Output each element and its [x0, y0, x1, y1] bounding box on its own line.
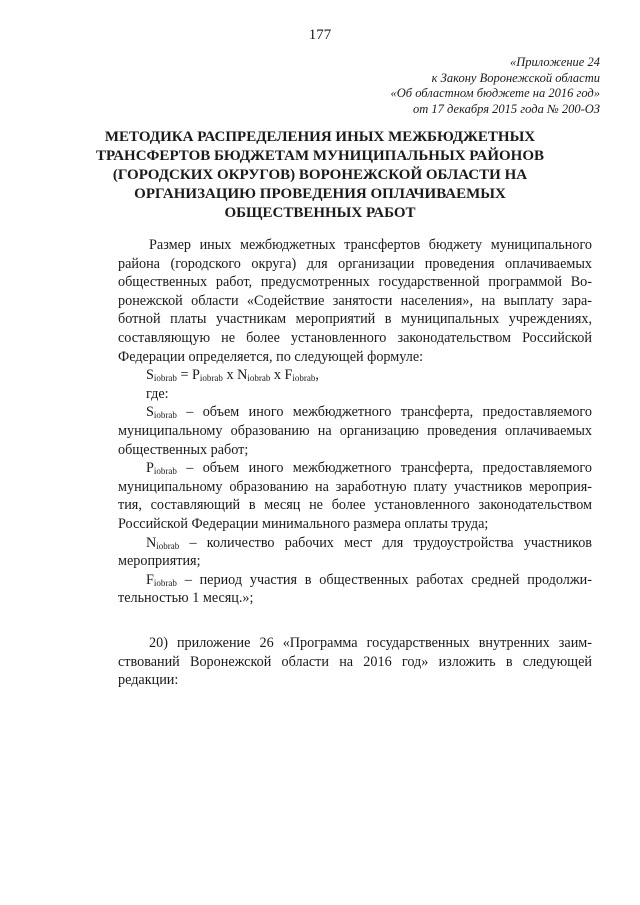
- definition-line: мероприятия;: [118, 553, 201, 570]
- formula-p: P: [192, 367, 200, 384]
- formula-p-subscript: iobrab: [199, 373, 223, 384]
- item-20-paragraph: [118, 634, 592, 690]
- intro-line: ронежской области «Содействие занятости населения», на выплату зара-: [118, 292, 592, 309]
- definition-line: [118, 571, 592, 590]
- title-line: ТРАНСФЕРТОВ БЮДЖЕТАМ МУНИЦИПАЛЬНЫХ РАЙОНОВ: [95, 148, 545, 164]
- appendix-note-line: «Об областном бюджете на 2016 год»: [390, 86, 600, 100]
- definition-text: – объем иного межбюджетного трансферта, предоставляемого: [176, 404, 592, 421]
- definition-subscript: iobrab: [156, 540, 180, 551]
- intro-line: составляющую не более установленного законодательством Российской: [118, 329, 592, 346]
- definition-subscript: iobrab: [153, 410, 177, 421]
- definition-p: [118, 459, 592, 533]
- definition-line: [118, 459, 592, 478]
- formula-f: F: [284, 367, 293, 384]
- definition-f: [118, 571, 592, 608]
- intro-paragraph: [118, 236, 592, 366]
- item-20-line: ствований Воронежской области на 2016 год» изложить в следующей: [118, 653, 592, 670]
- definition-line: Российской Федерации минимального размера оплаты труда;: [118, 515, 489, 532]
- formula-equals: =: [176, 367, 192, 384]
- title-line: МЕТОДИКА РАСПРЕДЕЛЕНИЯ ИНЫХ МЕЖБЮДЖЕТНЫХ: [104, 129, 536, 145]
- where-label: где:: [146, 385, 169, 402]
- formula-times: x: [270, 367, 285, 384]
- formula: [118, 366, 592, 385]
- formula-n: N: [237, 367, 248, 384]
- definition-symbol: F: [146, 571, 154, 588]
- intro-line: общественных работ, предусмотренных государственной программой Во-: [118, 274, 592, 291]
- definition-subscript: iobrab: [153, 466, 177, 477]
- definition-line: [118, 403, 592, 422]
- definition-s: [118, 403, 592, 459]
- appendix-note-line: к Закону Воронежской области: [431, 70, 600, 85]
- intro-line: Размер иных межбюджетных трансфертов бюджету муниципального: [149, 237, 592, 253]
- definition-text: – количество рабочих мест для трудоустройства участников: [179, 534, 592, 551]
- definition-line: тия, составляющий в месяц не более установленного законодательством: [118, 497, 592, 514]
- definition-line: общественных работ;: [118, 441, 249, 458]
- definition-symbol: N: [146, 534, 157, 551]
- definition-subscript: iobrab: [153, 577, 177, 588]
- appendix-note-line: «Приложение 24: [510, 55, 600, 69]
- title-line: (ГОРОДСКИХ ОКРУГОВ) ВОРОНЕЖСКОЙ ОБЛАСТИ НА: [112, 167, 528, 183]
- definition-line: муниципальному образованию на организацию проведения оплачиваемых: [118, 422, 592, 439]
- definition-symbol: P: [146, 460, 154, 477]
- formula-f-subscript: iobrab: [292, 373, 316, 384]
- intro-line: Федерации определяется, по следующей формуле:: [118, 348, 424, 365]
- formula-s-subscript: iobrab: [153, 373, 177, 384]
- formula-s: S: [146, 367, 154, 384]
- definition-n: [118, 534, 592, 571]
- formula-end: ,: [315, 367, 319, 384]
- definition-text: – период участия в общественных работах средней продолжи-: [176, 571, 592, 588]
- definition-text: – объем иного межбюджетного трансферта, предоставляемого: [176, 460, 592, 477]
- formula-times: x: [222, 367, 238, 384]
- appendix-note: [391, 55, 600, 117]
- title-line: ОБЩЕСТВЕННЫХ РАБОТ: [224, 205, 416, 221]
- intro-line: района (городского округа) для организации проведения оплачиваемых: [118, 255, 592, 272]
- item-20-line: редакции:: [118, 672, 179, 689]
- formula-n-subscript: iobrab: [247, 373, 271, 384]
- definition-line: [118, 534, 592, 553]
- definition-line: муниципальному образованию на заработную плату участников мероприя-: [118, 478, 592, 495]
- page-number: 177: [308, 27, 332, 43]
- document-title: [90, 128, 550, 223]
- definition-line: тельностью 1 месяц.»;: [118, 590, 254, 607]
- intro-line: ботной платы участникам мероприятий в муниципальных учреждениях,: [118, 311, 592, 328]
- item-20-line: 20) приложение 26 «Программа государственных внутренних заим-: [149, 635, 592, 651]
- appendix-note-line: от 17 декабря 2015 года № 200-ОЗ: [413, 101, 600, 116]
- title-line: ОРГАНИЗАЦИЮ ПРОВЕДЕНИЯ ОПЛАЧИВАЕМЫХ: [134, 186, 506, 202]
- methodology-body: [118, 236, 592, 608]
- definition-symbol: S: [146, 404, 154, 421]
